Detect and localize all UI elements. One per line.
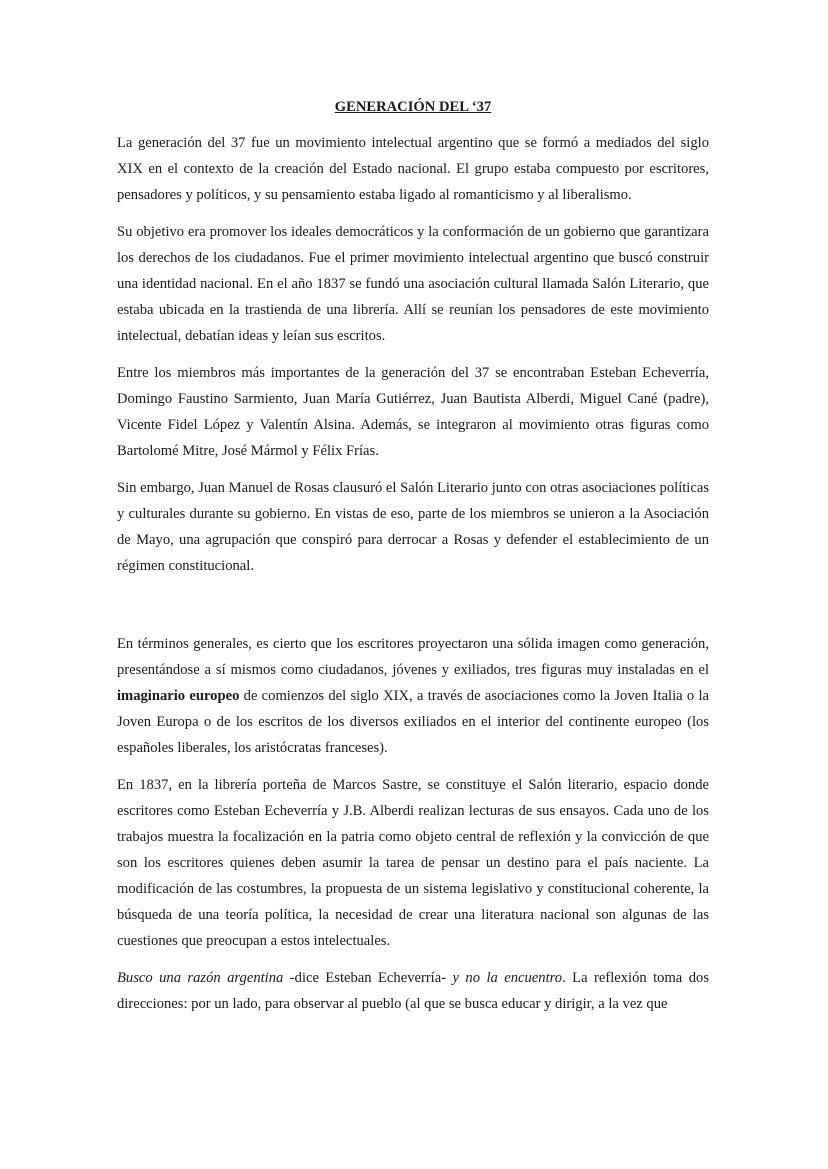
italic-quote: y no la encuentro xyxy=(452,970,563,986)
italic-quote: Busco una razón argentina xyxy=(117,970,284,986)
section-spacer xyxy=(117,590,709,631)
paragraph: Sin embargo, Juan Manuel de Rosas clausuró el Salón Literario junto con otras asociaciones políticas y culturales durante su gobierno. En vistas de eso, parte de los miembros se unieron a la Asociación de Mayo, una agrupación que conspiró para derrocar a Rosas y defender el establecimiento de un régimen constitucional. xyxy=(117,480,709,574)
paragraph-text: En términos generales, es cierto que los escritores proyectaron una sólida imagen como generación, presentándose a sí mismos como ciudadanos, jóvenes y exiliados, tres figuras muy instaladas en el xyxy=(117,636,709,678)
paragraph: Su objetivo era promover los ideales democráticos y la conformación de un gobierno que garantizara los derechos de los ciudadanos. Fue el primer movimiento intelectual argentino que buscó construir una identidad nacional. En el año 1837 se fundó una asociación cultural llamada Salón Literario, que estaba ubicada en la trastienda de una librería. Allí se reunían los pensadores de este movimiento intelectual, debatían ideas y leían sus escritos. xyxy=(117,224,709,344)
paragraph-text: -dice Esteban Echeverría- xyxy=(283,970,453,986)
paragraph: La generación del 37 fue un movimiento intelectual argentino que se formó a mediados del siglo XIX en el contexto de la creación del Estado nacional. El grupo estaba compuesto por escritores, pensadores y políticos, y su pensamiento estaba ligado al romanticismo y al liberalismo. xyxy=(117,135,709,203)
bold-term: imaginario europeo xyxy=(117,688,240,704)
paragraph xyxy=(117,965,709,1017)
paragraph-text: . La reflexión toma dos direcciones: por un lado, para observar al pueblo (al que se busca educar y dirigir, a la vez que xyxy=(117,970,710,1012)
document-title: GENERACIÓN DEL ‘37 xyxy=(334,99,492,115)
paragraph xyxy=(117,631,709,761)
document-body xyxy=(117,94,709,1028)
paragraph: En 1837, en la librería porteña de Marcos Sastre, se constituye el Salón literario, espacio donde escritores como Esteban Echeverría y J.B. Alberdi realizan lecturas de sus ensayos. Cada uno de los trabajos muestra la focalización en la patria como objeto central de reflexión y la convicción de que son los escritores quienes deben asumir la tarea de pensar un destino para el país naciente. La modificación de las costumbres, la propuesta de un sistema legislativo y constitucional coherente, la búsqueda de una teoría política, la necesidad de crear una literatura nacional son algunas de las cuestiones que preocupan a estos intelectuales. xyxy=(117,777,709,949)
paragraph: Entre los miembros más importantes de la generación del 37 se encontraban Esteban Echeverría, Domingo Faustino Sarmiento, Juan María Gutiérrez, Juan Bautista Alberdi, Miguel Cané (padre), Vicente Fidel López y Valentín Alsina. Además, se integraron al movimiento otras figuras como Bartolomé Mitre, José Mármol y Félix Frías. xyxy=(117,365,709,459)
paragraph-text: de comienzos del siglo XIX, a través de asociaciones como la Joven Italia o la Joven Europa o de los escritos de los diversos exiliados en el interior del continente europeo (los españoles liberales, los aristócratas franceses). xyxy=(117,688,710,756)
